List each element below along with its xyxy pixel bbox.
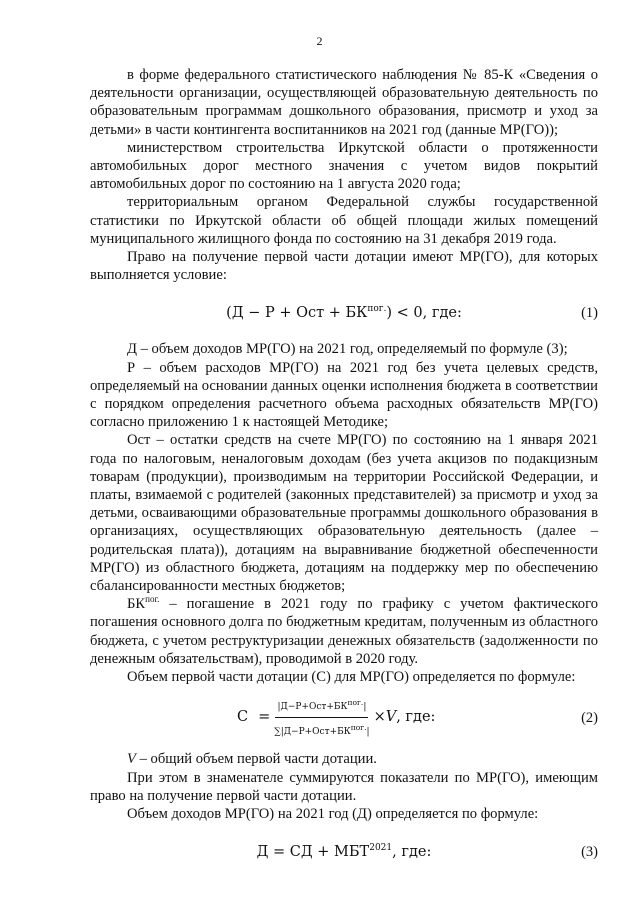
paragraph: При этом в знаменателе суммируются показатели по МР(ГО), имеющим право на получение первой части дотации. xyxy=(90,769,598,804)
paragraph-bk xyxy=(90,595,598,668)
bk-superscript: пог. xyxy=(145,594,160,605)
numerator-end: | xyxy=(363,701,367,712)
paragraph: Объем доходов МР(ГО) на 2021 год (Д) определяется по формуле: xyxy=(127,805,539,822)
denominator-end: | xyxy=(366,726,370,737)
formula-3-part: Д = СД + МБТ xyxy=(256,844,370,861)
formula-2-variable: V xyxy=(385,709,397,726)
paragraph: территориальным органом Федеральной службы государственной статистики по Иркутской области об общей площади жилых помещений муниципального жилищного фонда по состоянию на 31 декабря 2019 года. xyxy=(90,194,598,247)
paragraph: Право на получение первой части дотации имеют МР(ГО), для которых выполняется условие: xyxy=(90,249,598,284)
formula-2-fraction xyxy=(274,694,369,741)
paragraph: в форме федерального статистического наблюдения № 85-К «Сведения о деятельности организации, осуществляющей образовательную деятельность по образовательным программам дошкольного образования, присмотр и уход за детьми» в части контингента воспитанников на 2021 год (данные МР(ГО)); xyxy=(90,67,598,138)
v-variable: V xyxy=(127,751,136,768)
formula-2-lhs: С xyxy=(237,709,249,726)
formula-3-superscript: 2021 xyxy=(369,843,393,854)
formula-1-number: (1) xyxy=(581,305,598,322)
formula-2-tail: , где: xyxy=(396,709,436,726)
paragraph: Д – объем доходов МР(ГО) на 2021 год, определяемый по формуле (3); xyxy=(127,341,568,358)
denominator-superscript: пог. xyxy=(350,722,367,732)
formula-2 xyxy=(90,698,598,736)
formula-2-equals: = xyxy=(258,709,271,726)
paragraph: Ост – остатки средств на счете МР(ГО) по состоянию на 1 января 2021 года по налоговым, неналоговым доходам (без учета акцизов по подакцизным товарам (продукции), производимым на территории Российской Федерации, и платы, взимаемой с родителей (законных представителей) за присмотр и уход за детьми, осваивающими образовательные программы дошкольного образования в организациях, осуществляющих образовательную деятельность (далее – родительская плата)), дотациям на выравнивание бюджетной обеспеченности МР(ГО) из областного бюджета, дотациям на поддержку мер по обеспечению сбалансированности местных бюджетов; xyxy=(90,432,598,595)
numerator-text: |Д−Р+Ост+БК xyxy=(277,701,348,712)
formula-2-times: × xyxy=(373,709,386,726)
paragraph: министерством строительства Иркутской области о протяженности автомобильных дорог местного значения с учетом видов покрытий автомобильных дорог по состоянию на 1 августа 2020 года; xyxy=(90,139,598,193)
formula-3-part: , где: xyxy=(392,844,432,861)
formula-1-superscript: пог. xyxy=(367,304,387,315)
formula-1-part: ) < 0, где: xyxy=(386,305,462,322)
formula-3-number: (3) xyxy=(581,844,598,861)
paragraph: Р – объем расходов МР(ГО) на 2021 год без учета целевых средств, определяемый на основании данных оценки исполнения бюджета в соответствии с порядком определения расчетного объема расходных обязательств МР(ГО) согласно приложению 1 к настоящей Методике; xyxy=(90,359,598,431)
document-body xyxy=(90,66,598,879)
page-number: 2 xyxy=(316,34,323,48)
v-text: – общий объем первой части дотации. xyxy=(135,751,377,768)
formula-2-expression xyxy=(237,698,435,736)
formula-3-expression xyxy=(90,843,598,861)
bk-text: – погашение в 2021 году по графику с учетом фактического погашения основного долга по бюджетным кредитам, полученным из областного бюджета, с учетом реструктуризации денежных обязательств (задолженности по денежным обязательствам), проводимой в 2020 году. xyxy=(90,596,598,667)
formula-1-expression xyxy=(90,304,598,322)
formula-1 xyxy=(90,298,598,330)
paragraph: Объем первой части дотации (С) для МР(ГО) определяется по формуле: xyxy=(127,669,576,686)
formula-2-number: (2) xyxy=(581,710,598,727)
formula-2-denominator xyxy=(274,718,369,741)
formula-2-numerator xyxy=(275,694,368,718)
formula-3 xyxy=(90,837,598,869)
paragraph-v xyxy=(90,750,598,768)
numerator-superscript: пог. xyxy=(347,697,364,707)
formula-1-part: (Д − Р + Ост + БК xyxy=(226,305,368,322)
bk-term: БК xyxy=(127,596,146,613)
denominator-text: ∑|Д−Р+Ост+БК xyxy=(274,726,351,737)
